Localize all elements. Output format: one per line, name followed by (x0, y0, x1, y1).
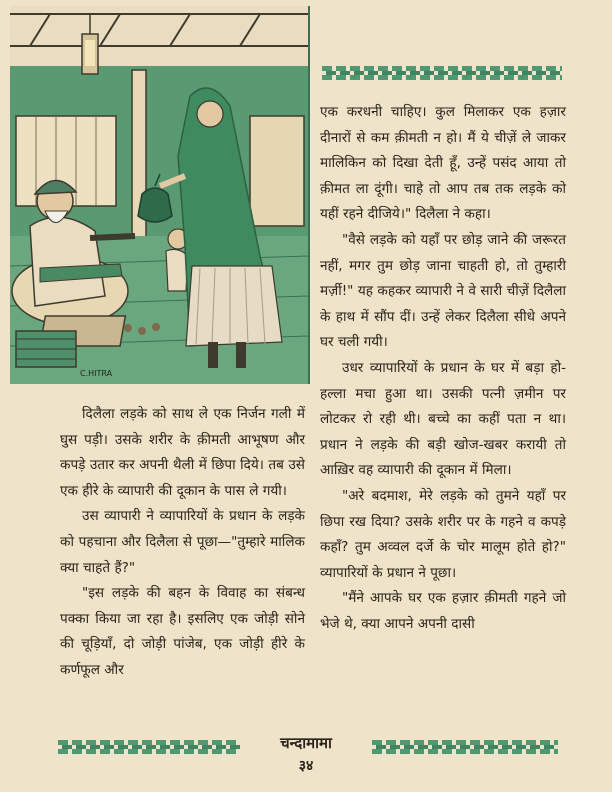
paragraph: "मैंने आपके घर एक हज़ार क़ीमती गहने जो भेजे थे, क्या आपने अपनी दासी (320, 590, 566, 632)
magazine-title: चन्दामामा (280, 734, 332, 752)
paragraph: "अरे बदमाश, मेरे लड़के को तुमने यहाँ पर छिपा रख दिया? उसके शरीर पर के गहने व कपड़े कहाँ? तुम अव्वल दर्जे के चोर मालूम होते हो?" व्यापारियों के प्रधान ने पूछा। (320, 487, 566, 581)
decorative-border-bottom-right (372, 740, 558, 754)
page-number: ३४ (298, 758, 314, 774)
decorative-border-bottom-left (58, 740, 240, 754)
illustration-drawing (10, 6, 308, 384)
decorative-border-top (322, 66, 562, 80)
text-column-left (60, 402, 305, 684)
paragraph: "वैसे लड़के को यहाँ पर छोड़ जाने की जरूरत नहीं, मगर तुम छोड़ जाना चाहती हो, तो तुम्हारी मर्ज़ी!" यह कहकर व्यापारी ने वे सारी चीज़ें दिलैला के हाथ में सौंप दीं। उन्हें लेकर दिलैला सीधे अपने घर चली गयी। (320, 231, 566, 351)
paragraph: एक करधनी चाहिए। कुल मिलाकर एक हज़ार दीनारों से कम क़ीमती न हो। मैं ये चीज़ें ले जाकर मालिकिन को दिखा देती हूँ, उन्हें पसंद आया तो क़ीमत ला दूंगी। चाहे तो आप तब तक लड़के को यहीं रहने दीजिये।" दिलैला ने कहा। (320, 104, 566, 223)
artist-signature: C.HITRA (80, 369, 113, 378)
text-column-right (320, 100, 566, 637)
paragraph: "इस लड़के की बहन के विवाह का संबन्ध पक्का किया जा रहा है। इसलिए एक जोड़ी सोने की चूड़ियाँ, दो जोड़ी पांजेब, एक जोड़ी हीरे के कर्णफूल और (60, 585, 305, 678)
paragraph: दिलैला लड़के को साथ ले एक निर्जन गली में घुस पड़ी। उसके शरीर के क़ीमती आभूषण और कपड़े उतार कर अपनी थैली में छिपा दिये। तब उसे एक हीरे के व्यापारी की दूकान के पास ले गयी। (60, 406, 305, 499)
story-illustration (10, 6, 310, 384)
paragraph: उस व्यापारी ने व्यापारियों के प्रधान के लड़के को पहचाना और दिलैला से पूछा—"तुम्हारे मालिक क्या चाहते हैं?" (60, 508, 305, 576)
paragraph: उधर व्यापारियों के प्रधान के घर में बड़ा हो-हल्ला मचा हुआ था। उसकी पत्नी ज़मीन पर लोटकर रो रही थी। बच्चे का कहीं पता न था। प्रधान ने लड़के की बड़ी खोज-खबर करायी तो आख़िर वह व्यापारी की दूकान में मिला। (320, 359, 566, 479)
